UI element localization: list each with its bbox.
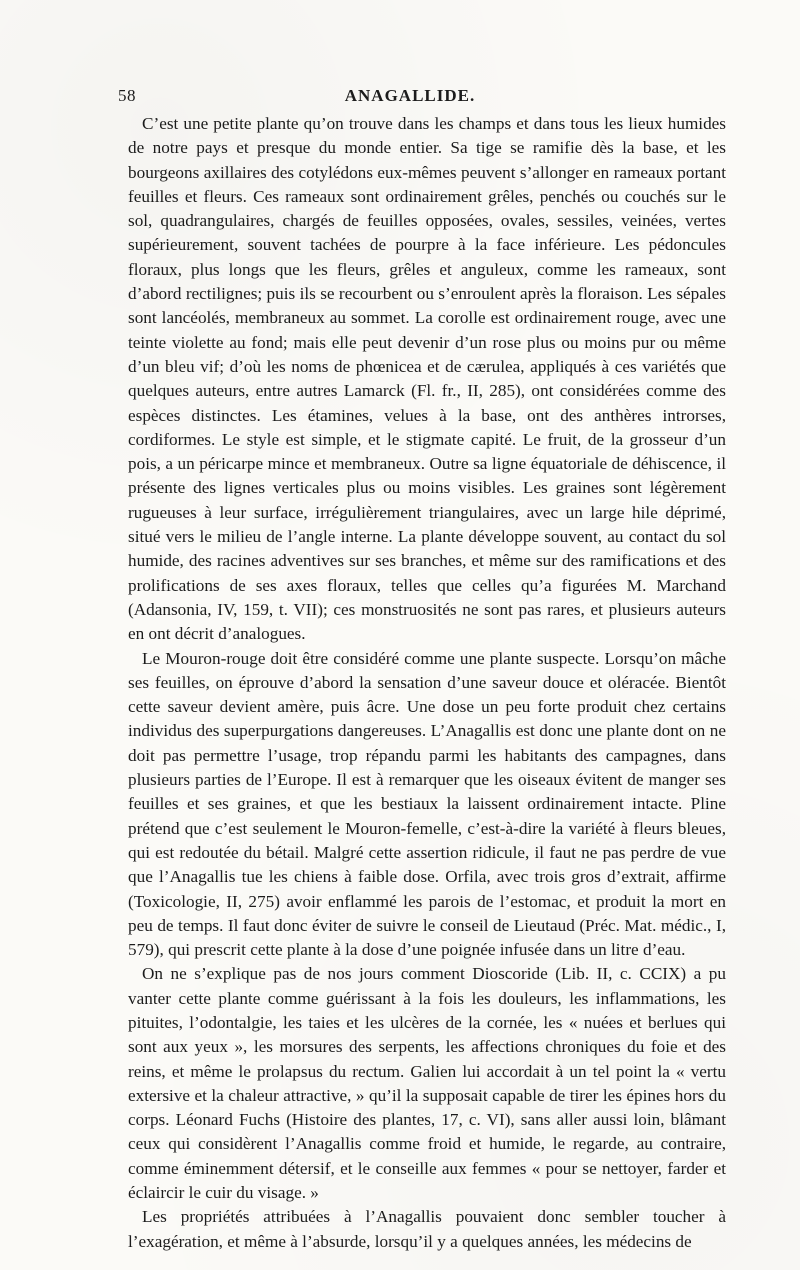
paragraph-history: On ne s’explique pas de nos jours comment Dioscoride (Lib. II, c. CCIX) a pu vanter cette plante comme guérissant à la fois les douleurs, les inflammations, les pituites, l’odontalgie, les taies et les ulcères de la cornée, les « nuées et berlues qui sont aux yeux », les morsures des serpents, les affections chroniques du foie et des reins, et même le prolapsus du rectum. Galien lui accordait à un tel point la « vertu extersive et la chaleur attractive, » qu’il la supposait capable de tirer les épines hors du corps. Léonard Fuchs (Histoire des plantes, 17, c. VI), sans aller aussi loin, blâmant ceux qui considèrent l’Anagallis comme froid et humide, le regarde, au contraire, comme éminemment détersif, et le conseille aux femmes « pour se nettoyer, farder et éclaircir le cuir du visage. » xyxy=(128,964,726,1203)
paragraph-properties: Les propriétés attribuées à l’Anagallis pouvaient donc sembler toucher à l’exagération, et même à l’absurde, lorsqu’il y a quelques années, les médecins de xyxy=(128,1207,726,1251)
page-number: 58 xyxy=(118,86,136,105)
paragraph-description: C’est une petite plante qu’on trouve dans les champs et dans tous les lieux humides de notre pays et presque du monde entier. Sa tige se ramifie dès la base, et les bourgeons axillaires des cotylédons eux-mêmes peuvent s’allonger en rameaux portant feuilles et fleurs. Ces rameaux sont ordinairement grêles, penchés ou couchés sur le sol, quadrangulaires, chargés de feuilles opposées, ovales, sessiles, veinées, vertes supérieurement, souvent tachées de pourpre à la face inférieure. Les pédoncules floraux, plus longs que les fleurs, grêles et anguleux, comme les rameaux, sont d’abord rectilignes; puis ils se recourbent ou s’enroulent après la floraison. Les sépales sont lancéolés, membraneux au sommet. La corolle est ordinairement rouge, avec une teinte violette au fond; mais elle peut devenir d’un rose plus ou moins pur ou même d’un bleu vif; d’où les noms de phœnicea et de cærulea, appliqués à ces variétés que quelques auteurs, entre autres Lamarck (Fl. fr., II, 285), ont considérées comme des espèces distinctes. Les étamines, velues à la base, ont des anthères introrses, cordiformes. Le style est simple, et le stigmate capité. Le fruit, de la grosseur d’un pois, a un péricarpe mince et membraneux. Outre sa ligne équatoriale de déhiscence, il présente des lignes verticales plus ou moins visibles. Les graines sont légèrement rugueuses à leur surface, irrégulièrement triangulaires, avec un large hile déprimé, situé vers le milieu de l’angle interne. La plante développe souvent, au contact du sol humide, des racines adventives sur ses branches, et même sur des ramifications et des prolifications de ses axes floraux, telles que celles qu’a figurées M. Marchand (Adansonia, IV, 159, t. VII); ces monstruosités ne sont pas rares, et plusieurs auteurs en ont décrit d’analogues. xyxy=(128,114,726,644)
paragraph-toxicity: Le Mouron-rouge doit être considéré comme une plante suspecte. Lorsqu’on mâche ses feuilles, on éprouve d’abord la sensation d’une saveur douce et oléracée. Bientôt cette saveur devient amère, puis âcre. Une dose un peu forte produit chez certains individus des superpurgations dangereuses. L’Anagallis est donc une plante dont on ne doit pas permettre l’usage, trop répandu parmi les habitants des campagnes, dans plusieurs parties de l’Europe. Il est à remarquer que les oiseaux évitent de manger ses feuilles et ses graines, et que les bestiaux la laissent ordinairement intacte. Pline prétend que c’est seulement le Mouron-femelle, c’est-à-dire la variété à fleurs bleues, qui est redoutée du bétail. Malgré cette assertion ridicule, il faut ne pas perdre de vue que l’Anagallis tue les chiens à faible dose. Orfila, avec trois gros d’extrait, affirme (Toxicologie, II, 275) avoir enflammé les parois de l’estomac, et produit la mort en peu de temps. Il faut donc éviter de suivre le conseil de Lieutaud (Préc. Mat. médic., I, 579), qui prescrit cette plante à la dose d’une poignée infusée dans un litre d’eau. xyxy=(128,648,726,960)
body-text xyxy=(128,112,726,1254)
running-head: ANAGALLIDE. xyxy=(344,86,476,105)
page-header xyxy=(118,86,702,110)
